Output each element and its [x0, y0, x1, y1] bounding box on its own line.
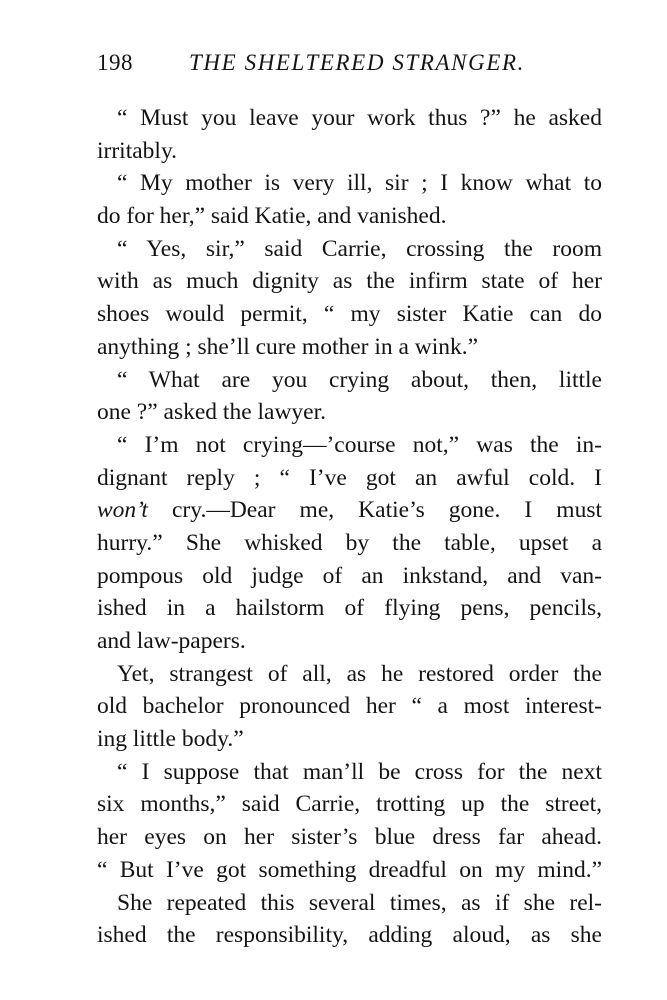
text-line: “ My mother is very ill, sir ; I know what to — [117, 170, 602, 197]
text-line: old bachelor pronounced her “ a most interest- — [97, 693, 602, 720]
text-line: and law-papers. — [97, 628, 246, 654]
text-line: “ Yes, sir,” said Carrie, crossing the room — [117, 235, 602, 262]
text-line: one ?” asked the lawyer. — [97, 399, 327, 426]
text-line: irritably. — [97, 137, 178, 164]
text-line: “ Must you leave your work thus ?” he asked — [117, 105, 602, 131]
page-number: 198 — [97, 50, 133, 75]
running-head — [97, 46, 527, 80]
running-title: THE SHELTERED STRANGER. — [189, 50, 525, 75]
text-line: ished in a hailstorm of flying pens, pencils, — [97, 595, 602, 622]
text-line: Yet, strangest of all, as he restored order the — [117, 660, 602, 687]
text-line: do for her,” said Katie, and vanished. — [97, 203, 447, 230]
text-line-with-italic — [97, 494, 602, 527]
text-line: “ But I’ve got something dreadful on my mind.” — [97, 856, 602, 883]
text-line: dignant reply ; “ I’ve got an awful cold. I — [97, 464, 602, 491]
text-line: shoes would permit, “ my sister Katie can do — [97, 301, 602, 328]
text-line: “ What are you crying about, then, little — [117, 366, 602, 393]
text-line: six months,” said Carrie, trotting up the street, — [97, 791, 602, 818]
text-line-rest: cry.—Dear me, Katie’s gone. I must — [171, 497, 602, 524]
body-text — [97, 102, 602, 952]
text-line: ished the responsibility, adding aloud, as she — [97, 922, 602, 949]
text-line: with as much dignity as the infirm state of her — [97, 268, 602, 295]
text-line: anything ; she’ll cure mother in a wink.” — [97, 333, 479, 360]
text-line: “ I’m not crying—’course not,” was the in- — [117, 431, 602, 458]
text-line: pompous old judge of an inkstand, and van- — [97, 562, 602, 589]
text-line: ing little body.” — [97, 726, 244, 753]
italic-word: won’t — [97, 497, 172, 524]
text-line: She repeated this several times, as if she rel- — [117, 889, 602, 916]
text-line: “ I suppose that man’ll be cross for the next — [117, 758, 602, 785]
text-line: her eyes on her sister’s blue dress far ahead. — [97, 824, 602, 851]
text-line: hurry.” She whisked by the table, upset a — [97, 529, 602, 556]
